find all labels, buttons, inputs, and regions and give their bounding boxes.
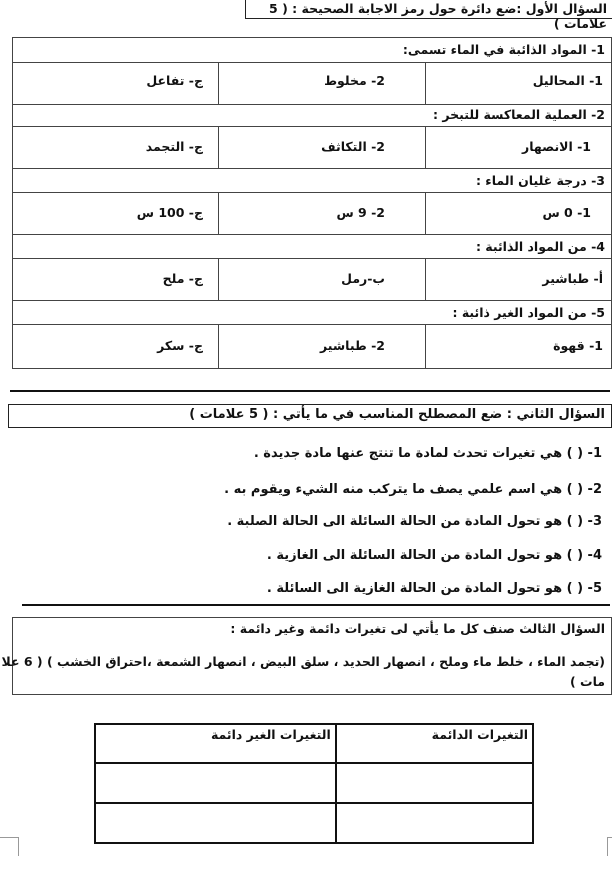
question-1-title-box	[245, 0, 612, 31]
mcq-option[interactable]: ب-رمل	[341, 271, 385, 286]
fill-item-5: 5- ( ) هو تحول المادة من الحالة الغازية الى السائلة .	[266, 581, 602, 596]
section-divider	[22, 604, 610, 606]
answer-cell[interactable]	[95, 803, 336, 843]
mcq-option[interactable]: 2- 9 س	[336, 205, 385, 220]
mcq-option[interactable]: 2- مخلوط	[324, 73, 385, 88]
mcq-question-2: 2- العملية المعاكسة للتبخر :	[433, 107, 605, 122]
mcq-option[interactable]: أ- طباشير	[542, 271, 603, 286]
question-3-items-line-1: (تجمد الماء ، خلط ماء وملح ، انصهار الحديد ، سلق البيض ، انصهار الشمعة ،احتراق الخشب ) ( 6 علا	[1, 654, 605, 669]
crop-mark	[607, 837, 612, 856]
answer-cell[interactable]	[336, 763, 533, 803]
grid-line	[13, 234, 611, 235]
mcq-question-3: 3- درجة غليان الماء :	[475, 173, 605, 188]
grid-line	[13, 192, 611, 193]
mcq-option[interactable]: ج- ملح	[162, 271, 203, 286]
question-1-mcq-grid	[12, 37, 612, 369]
mcq-question-4: 4- من المواد الذائبة :	[475, 239, 605, 254]
question-1-title: السؤال الأول :ضع دائرة حول رمز الاجابة الصحيحة : ( 5 علامات )	[269, 1, 607, 31]
grid-line	[13, 300, 611, 301]
mcq-question-5: 5- من المواد الغير ذائبة :	[452, 305, 605, 320]
answer-cell[interactable]	[336, 803, 533, 843]
section-divider	[10, 390, 610, 392]
mcq-option[interactable]: 1- المحاليل	[532, 73, 603, 88]
mcq-option[interactable]: ج- سكر	[157, 338, 203, 353]
fill-item-3: 3- ( ) هو تحول المادة من الحالة السائلة الى الحالة الصلبة .	[227, 514, 602, 529]
question-3-box	[1, 617, 612, 695]
question-2-title: السؤال الثاني : ضع المصطلح المناسب في ما يأتي : ( 5 علامات )	[189, 407, 605, 422]
mcq-question-1: 1- المواد الذائبة في الماء تسمى:	[402, 42, 605, 57]
grid-line	[13, 324, 611, 325]
header-permanent-changes: التغيرات الدائمة	[336, 724, 533, 763]
question-2-title-box	[8, 404, 612, 428]
grid-line	[13, 104, 611, 105]
fill-item-4: 4- ( ) هو تحول المادة من الحالة السائلة الى الغازية .	[266, 548, 602, 563]
question-3-items-line-2: مات )	[569, 674, 605, 689]
mcq-option[interactable]: 1- الانصهار	[522, 139, 591, 154]
mcq-option[interactable]: 2- طباشير	[320, 338, 385, 353]
grid-line	[13, 126, 611, 127]
mcq-option[interactable]: ج- تفاعل	[146, 73, 203, 88]
crop-mark	[0, 837, 19, 856]
fill-item-2: 2- ( ) هي اسم علمي يصف ما يتركب منه الشيء ويقوم به .	[224, 482, 602, 497]
mcq-option[interactable]: 1- 0 س	[542, 205, 591, 220]
mcq-option[interactable]: 1- قهوة	[553, 338, 603, 353]
answer-cell[interactable]	[95, 763, 336, 803]
mcq-option[interactable]: 2- التكاثف	[321, 139, 385, 154]
mcq-option[interactable]: ج- 100 س	[136, 205, 203, 220]
fill-item-1: 1- ( ) هي تغيرات تحدث لمادة ما تنتج عنها مادة جديدة .	[253, 446, 602, 461]
grid-line	[13, 62, 611, 63]
grid-line	[13, 168, 611, 169]
grid-line	[13, 258, 611, 259]
question-3-title: السؤال الثالث صنف كل ما يأتي لى تغيرات دائمة وغير دائمة :	[230, 621, 605, 636]
header-temporary-changes: التغيرات الغير دائمة	[95, 724, 336, 763]
classification-table	[94, 723, 534, 844]
mcq-option[interactable]: ج- التجمد	[145, 139, 203, 154]
